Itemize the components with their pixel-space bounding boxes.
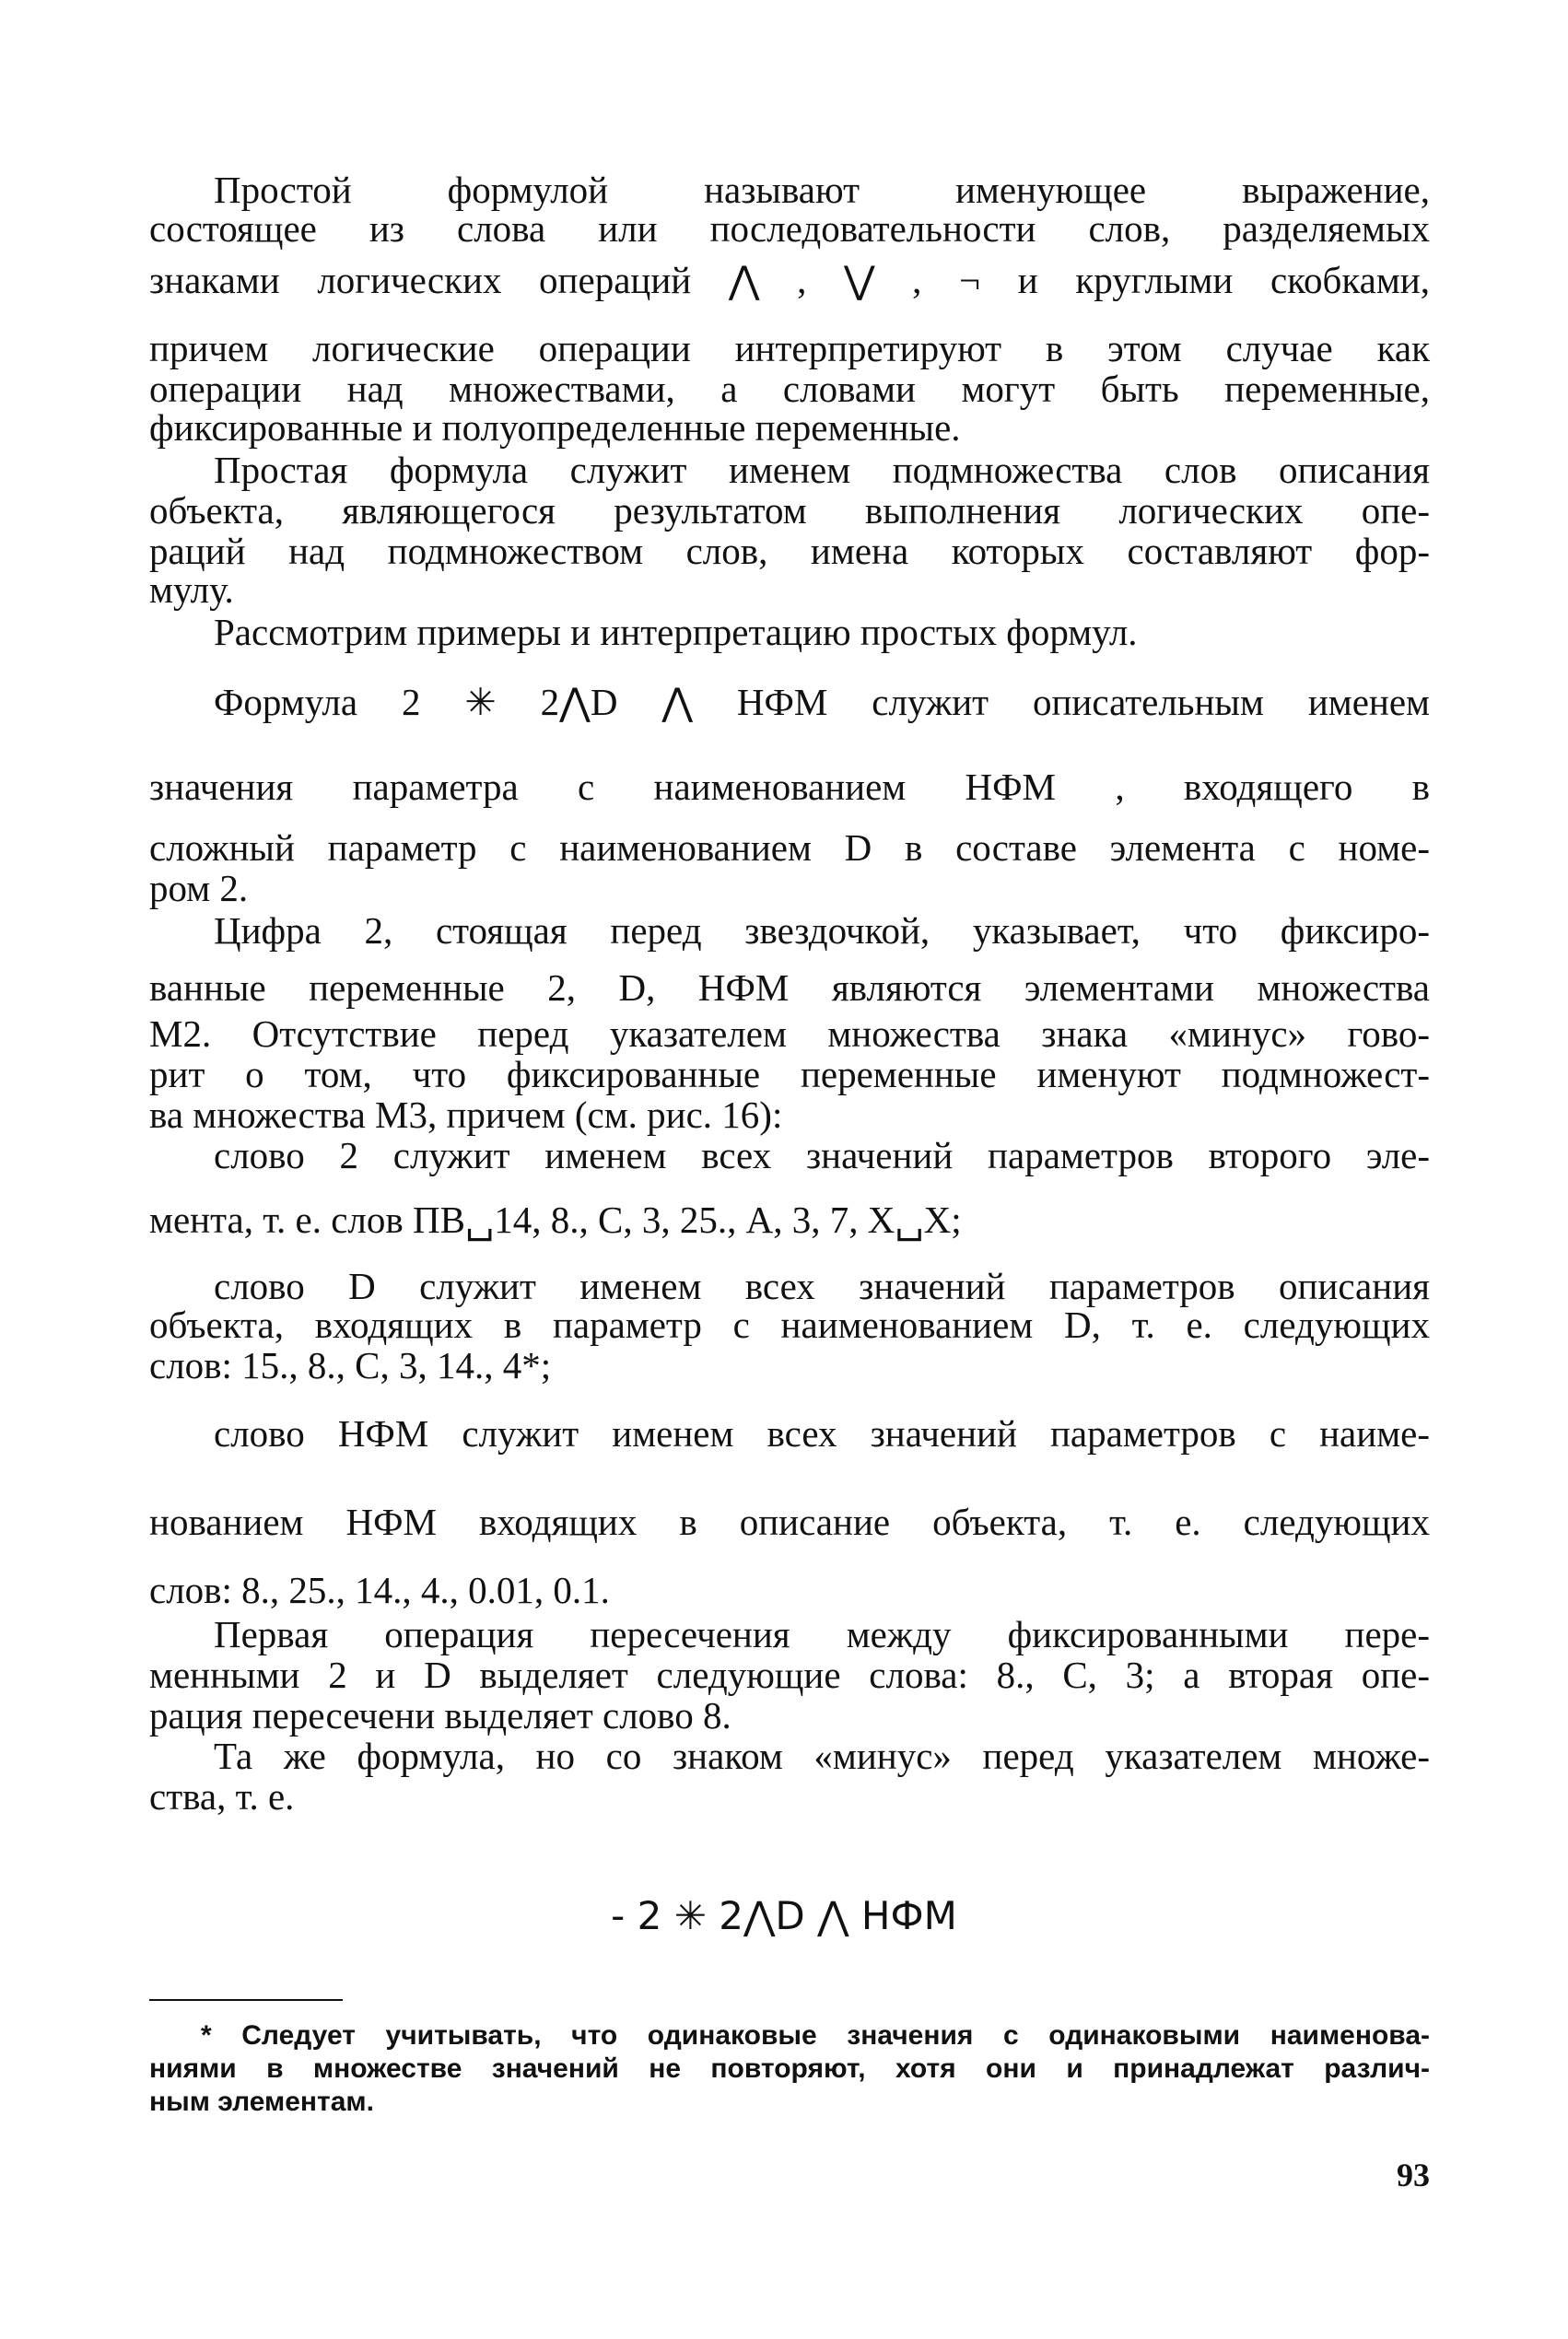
footnote-line: ным элементам. bbox=[149, 2087, 374, 2117]
text-line: операции над множествами, а словами могут быть переменные, bbox=[149, 368, 1430, 410]
text-line: объекта, являющегося результатом выполнения логических опе- bbox=[149, 489, 1430, 532]
text-line: объекта, входящих в параметр с наименованием D, т. е. следующих bbox=[149, 1304, 1430, 1346]
text-line: слово D служит именем всех значений параметров описания bbox=[214, 1265, 1430, 1307]
text-line: ром 2. bbox=[149, 867, 249, 909]
text-line: Первая операция пересечения между фиксированными пере- bbox=[214, 1613, 1430, 1655]
text-line: нованием НФМ входящих в описание объекта, т. е. следующих bbox=[149, 1501, 1430, 1543]
text-line: состоящее из слова или последовательности слов, разделяемых bbox=[149, 207, 1430, 250]
text-line: слово НФМ служит именем всех значений параметров с наиме- bbox=[214, 1412, 1430, 1455]
text-line: раций над подмножеством слов, имена которых составляют фор- bbox=[149, 530, 1430, 572]
text-line: причем логические операции интерпретируют в этом случае как bbox=[149, 327, 1430, 369]
text-line: менными 2 и D выделяет следующие слова: 8., С, 3; а вторая опе- bbox=[149, 1654, 1430, 1696]
text-line: Цифра 2, стоящая перед звездочкой, указывает, что фиксиро- bbox=[214, 909, 1430, 952]
footnote-rule bbox=[149, 1999, 343, 2001]
text-line: фиксированные и полуопределенные переменные. bbox=[149, 406, 961, 449]
text-line: мента, т. е. слов ПВ␣14, 8., С, 3, 25., А, 3, 7, Х␣Х; bbox=[149, 1199, 962, 1241]
page-number: 93 bbox=[1397, 2157, 1430, 2193]
text-line: сложный параметр с наименованием D в составе элемента с номе- bbox=[149, 826, 1430, 869]
text-line: слово 2 служит именем всех значений параметров второго эле- bbox=[214, 1134, 1430, 1176]
text-line: значения параметра с наименованием НФМ , входящего в bbox=[149, 766, 1430, 808]
text-line: мулу. bbox=[149, 568, 234, 611]
text-line: Рассмотрим примеры и интерпретацию простых формул. bbox=[214, 611, 1138, 653]
text-line: ва множества М3, причем (см. рис. 16): bbox=[149, 1093, 783, 1136]
text-line: Та же формула, но со знаком «минус» перед указателем множе- bbox=[214, 1735, 1430, 1777]
text-line: рация пересечени выделяет слово 8. bbox=[149, 1694, 731, 1737]
text-line: слов: 15., 8., С, 3, 14., 4*; bbox=[149, 1344, 552, 1386]
text-line: Формула 2 ✳ 2⋀D ⋀ НФМ служит описательным именем bbox=[214, 681, 1430, 723]
formula: - 2 ✳ 2⋀D ⋀ НФМ bbox=[611, 1893, 957, 1938]
footnote-line: ниями в множестве значений не повторяют, хотя они и принадлежат различ- bbox=[149, 2053, 1430, 2084]
text-line: Простой формулой называют именующее выражение, bbox=[214, 169, 1430, 211]
footnote-line: * Следует учитывать, что одинаковые значения с одинаковыми наименова- bbox=[201, 2020, 1430, 2051]
text-line: рит о том, что фиксированные переменные именуют подмножест- bbox=[149, 1053, 1430, 1095]
text-line: слов: 8., 25., 14., 4., 0.01, 0.1. bbox=[149, 1569, 610, 1611]
text-line: Простая формула служит именем подмножества слов описания bbox=[214, 449, 1430, 491]
text-line: М2. Отсутствие перед указателем множества знака «минус» гово- bbox=[149, 1012, 1430, 1055]
text-line: ства, т. е. bbox=[149, 1775, 295, 1818]
text-line: ванные переменные 2, D, НФМ являются элементами множества bbox=[149, 966, 1430, 1009]
text-line: знаками логических операций ⋀ , ⋁ , ¬ и круглыми скобками, bbox=[149, 259, 1430, 301]
